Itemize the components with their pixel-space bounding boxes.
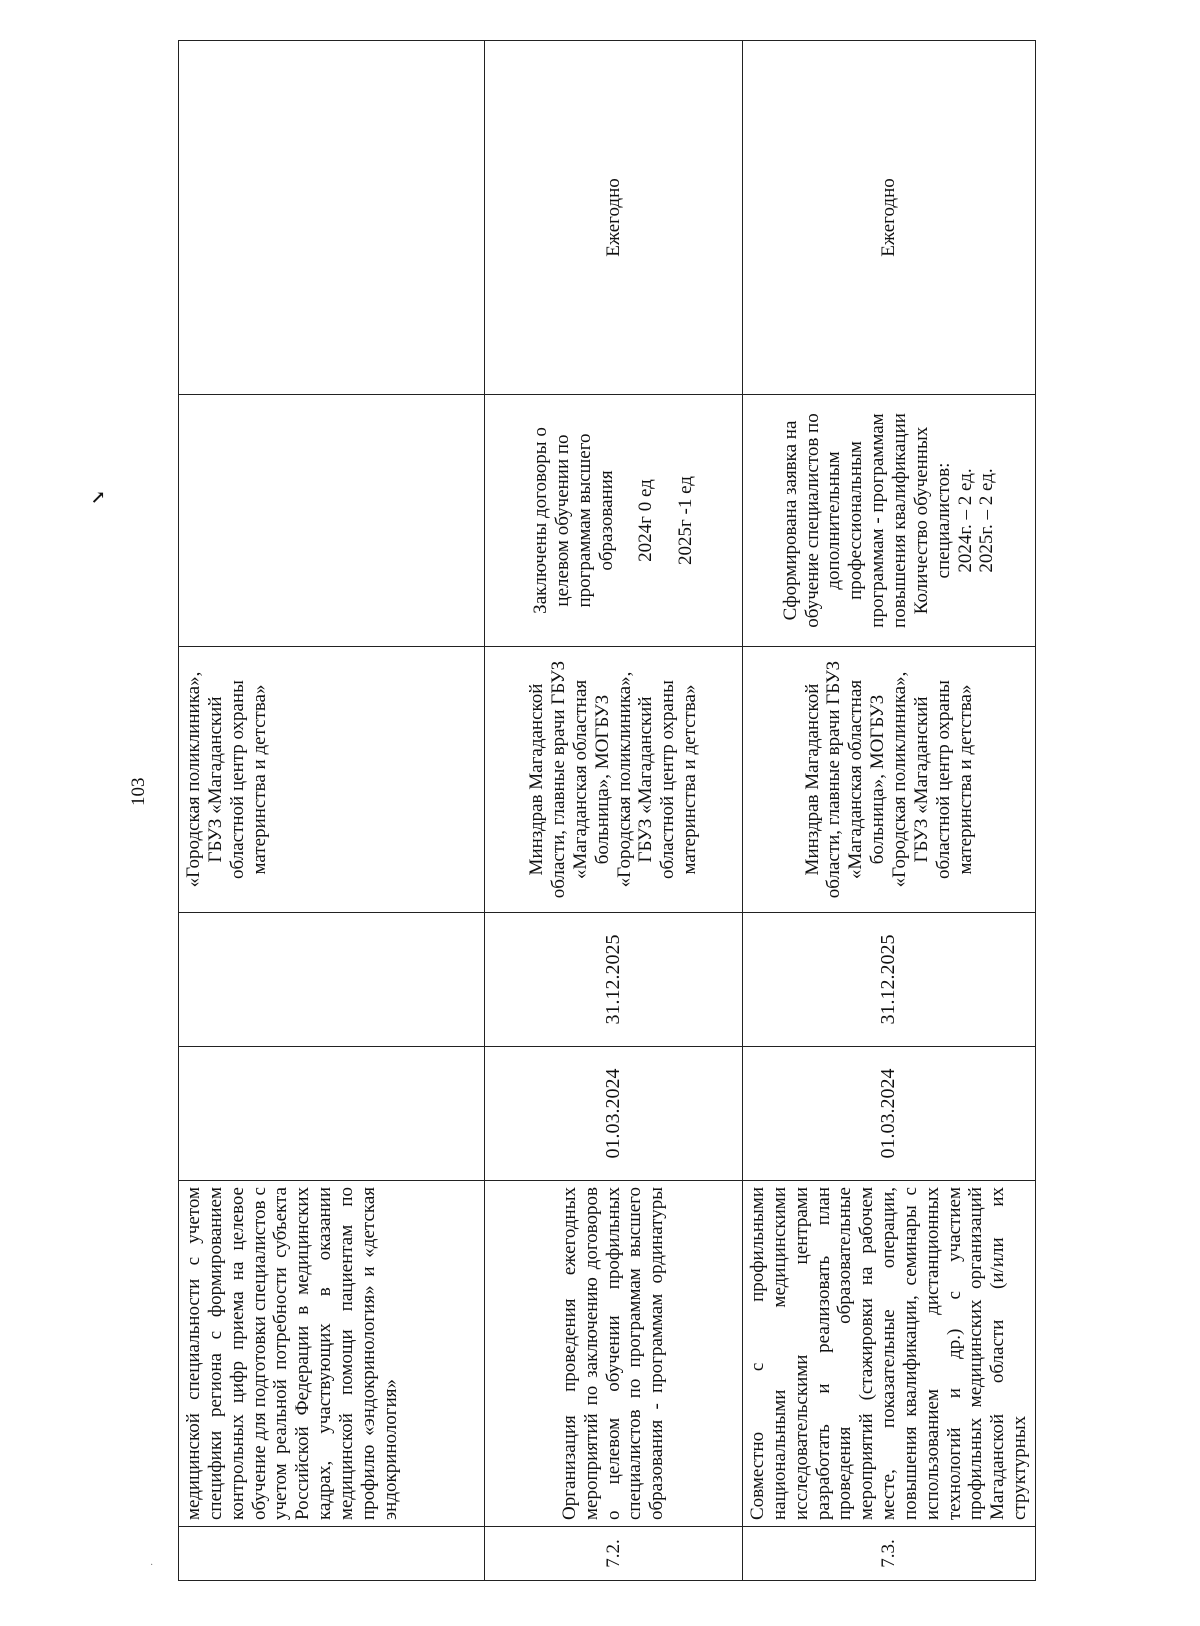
row-result <box>485 395 743 647</box>
row-result <box>179 395 485 647</box>
row-end-date: 31.12.2025 <box>743 913 1036 1047</box>
row-end-date <box>179 913 485 1047</box>
row-description: медицинской специальности с учетом специфики региона с формированием контрольных цифр приема на целевое обучение для подготовки специалистов с учетом реальной потребности субъекта Российской Федерации в медицинских кадрах, участвующих в оказании медицинской помощи пациентам по профилю «эндокринология» и «детская эндокринология» <box>179 1181 485 1527</box>
row-period: Ежегодно <box>485 41 743 395</box>
row-number: 7.3. <box>743 1527 1036 1581</box>
result-line: 2025г. – 2 ед. <box>976 468 998 573</box>
result-line: 2025г -1 ед <box>675 476 697 565</box>
row-end-date: 31.12.2025 <box>485 913 743 1047</box>
row-start-date: 01.03.2024 <box>743 1047 1036 1181</box>
row-description: Организация проведения ежегодных мероприятий по заключению договоров о целевом обучении профильных специалистов по программам высшего образования - программам ординатуры <box>485 1181 743 1527</box>
result-line: 2024г 0 ед <box>635 479 657 562</box>
row-responsible: «Городская поликлиника», ГБУЗ «Магаданский областной центр охраны материнства и детства» <box>179 647 485 913</box>
row-description: Совместно с профильными национальными медицинскими исследовательскими центрами разработать и реализовать план проведения образовательные мероприятий (стажировки на рабочем месте, показательные операции, повышения квалификации, семинары с использованием дистанционных технологий и др.) с участием профильных медицинских организаций Магаданской области (и/или их структурных <box>743 1181 1036 1527</box>
row-start-date: 01.03.2024 <box>485 1047 743 1181</box>
row-result <box>743 395 1036 647</box>
row-start-date <box>179 1047 485 1181</box>
row-responsible: Минздрав Магаданской области, главные врачи ГБУЗ «Магаданская областная больница», МОГБУЗ «Городская поликлиника», ГБУЗ «Магаданский областной центр охраны материнства и детства» <box>485 647 743 913</box>
scan-mark: ↘ <box>88 489 108 505</box>
row-number: 7.2. <box>485 1527 743 1581</box>
result-line: Сформирована заявка на обучение специалистов по дополнительным профессиональным программам - программам повышения квалификации <box>779 413 910 628</box>
row-number <box>179 1527 485 1581</box>
table-row <box>485 41 743 1581</box>
table-row <box>179 41 485 1581</box>
page-number: 103 <box>128 777 149 806</box>
table-row <box>743 41 1036 1581</box>
result-line: Заключены договоры о целевом обучении по программам высшего образования <box>529 427 617 614</box>
row-period: Ежегодно <box>743 41 1036 395</box>
row-responsible: Минздрав Магаданской области, главные врачи ГБУЗ «Магаданская областная больница», МОГБУЗ «Городская поликлиника», ГБУЗ «Магаданский областной центр охраны материнства и детства» <box>743 647 1036 913</box>
plan-table <box>178 40 1036 1581</box>
scan-dot: · <box>150 1560 154 1571</box>
row-period <box>179 41 485 395</box>
result-line: 2024г. – 2 ед. <box>954 468 976 573</box>
rotated-table-wrapper <box>178 41 1031 1581</box>
result-line: Количество обученных специалистов: <box>910 426 954 615</box>
